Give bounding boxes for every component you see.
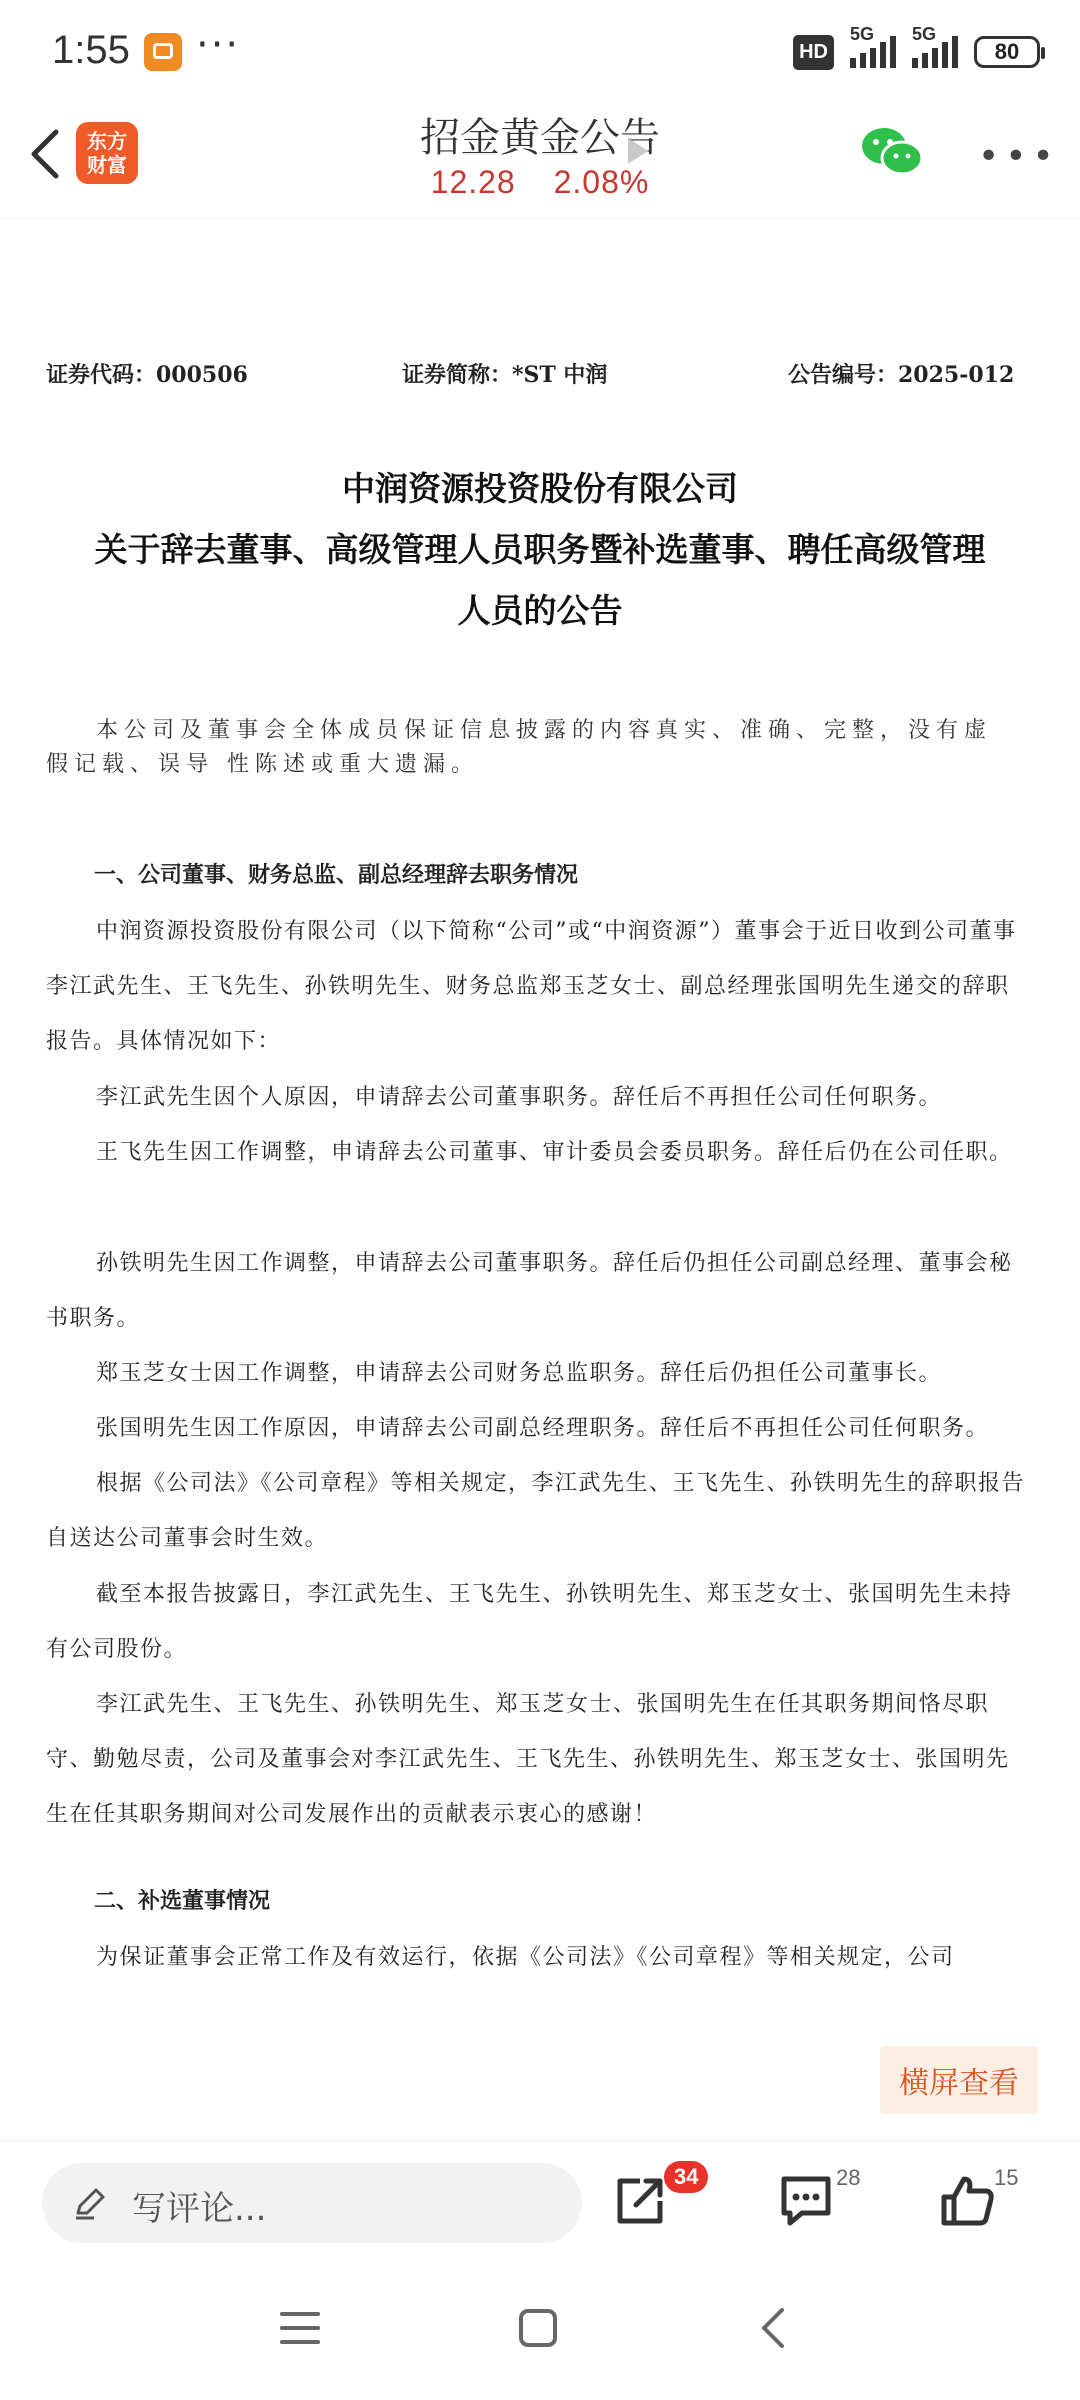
- home-icon[interactable]: [516, 2306, 560, 2350]
- comment-count: 28: [836, 2165, 861, 2190]
- paragraph: 张国明先生因工作原因，申请辞去公司副总经理职务。辞任后不再担任公司任何职务。: [96, 1416, 990, 1441]
- signal-5g-icon-2: 5G: [912, 36, 958, 68]
- system-navigation-bar: [0, 2260, 1080, 2400]
- thumbs-up-icon: [938, 2171, 998, 2231]
- landscape-view-button[interactable]: 横屏查看: [880, 2046, 1038, 2114]
- comment-placeholder: 写评论...: [132, 2189, 267, 2229]
- security-code: 证券代码：000506: [46, 362, 248, 388]
- like-count: 15: [994, 2165, 1019, 2190]
- eastmoney-logo[interactable]: 东方 财富: [76, 122, 138, 184]
- paragraph: 为保证董事会正常工作及有效运行，依据《公司法》《公司章程》等相关规定，公司: [96, 1945, 955, 1970]
- notice-number: 公告编号：2025-012: [788, 362, 1015, 388]
- battery-icon: 80: [974, 36, 1040, 68]
- wechat-icon: [860, 124, 924, 180]
- paragraph: 李江武先生因个人原因，申请辞去公司董事职务。辞任后不再担任公司任何职务。: [96, 1085, 943, 1110]
- bottom-action-bar: [0, 2140, 1080, 2261]
- comment-input[interactable]: [42, 2163, 582, 2243]
- paragraph: 郑玉芝女士因工作调整，申请辞去公司财务总监职务。辞任后仍担任公司董事长。: [96, 1361, 943, 1386]
- recent-apps-icon[interactable]: [278, 2306, 322, 2350]
- declaration: 本公司及董事会全体成员保证信息披露的内容真实、准确、完整，没有虚假记载、误导 性陈述或重大遗漏。: [46, 718, 993, 777]
- stock-change: 2.08%: [553, 164, 650, 200]
- stock-price: 12.28: [430, 164, 516, 200]
- comment-icon: [776, 2171, 836, 2231]
- share-icon: [610, 2171, 670, 2231]
- security-short-name: 证券简称：*ST 中润: [402, 362, 608, 388]
- comments-button[interactable]: [776, 2171, 836, 2231]
- page-title: 招金黄金公告: [420, 115, 660, 161]
- paragraph: 中润资源投资股份有限公司（以下简称“公司”或“中润资源”）董事会于近日收到公司董事李江武先生、王飞先生、孙铁明先生、财务总监郑玉芝女士、副总经理张国明先生递交的辞职报告。具体情况如下：: [46, 919, 1017, 1054]
- doc-title-line3: 人员的公告: [457, 591, 623, 630]
- hd-voice-icon: HD: [793, 35, 834, 70]
- status-bar: [0, 0, 1080, 100]
- doc-title-line2: 关于辞去董事、高级管理人员职务暨补选董事、聘任高级管理: [94, 530, 986, 569]
- share-button[interactable]: [610, 2171, 670, 2231]
- section-heading-2: 二、补选董事情况: [94, 1888, 271, 1914]
- doc-title-line1: 中润资源投资股份有限公司: [342, 469, 738, 508]
- app-header: [0, 100, 1080, 219]
- back-nav-icon[interactable]: [752, 2306, 796, 2350]
- paragraph: 王飞先生因工作调整，申请辞去公司董事、审计委员会委员职务。辞任后仍在公司任职。: [96, 1140, 1013, 1165]
- notification-app-icon: [144, 33, 182, 71]
- more-notifications-icon: ···: [196, 22, 241, 68]
- paragraph: 孙铁明先生因工作调整，申请辞去公司董事职务。辞任后仍担任公司副总经理、董事会秘书职务。: [46, 1251, 1013, 1331]
- play-triangle-icon: [628, 138, 648, 164]
- share-count-badge: 34: [664, 2161, 708, 2193]
- section-heading-1: 一、公司董事、财务总监、副总经理辞去职务情况: [94, 862, 579, 888]
- status-time: 1:55: [52, 28, 130, 72]
- paragraph: 李江武先生、王飞先生、孙铁明先生、郑玉芝女士、张国明先生在任其职务期间恪尽职守、勤勉尽责，公司及董事会对李江武先生、王飞先生、孙铁明先生、郑玉芝女士、张国明先生在任其职务期间对公司发展作出的贡献表示衷心的感谢！: [46, 1692, 1010, 1827]
- signal-5g-icon: 5G: [850, 36, 896, 68]
- paragraph: 根据《公司法》《公司章程》等相关规定，李江武先生、王飞先生、孙铁明先生的辞职报告自送达公司董事会时生效。: [46, 1471, 1026, 1551]
- like-button[interactable]: [938, 2171, 998, 2231]
- pencil-icon: [72, 2185, 108, 2221]
- wechat-share-button[interactable]: [860, 124, 924, 180]
- paragraph: 截至本报告披露日，李江武先生、王飞先生、孙铁明先生、郑玉芝女士、张国明先生未持有公司股份。: [46, 1582, 1013, 1662]
- more-options-button[interactable]: •••: [978, 136, 1060, 177]
